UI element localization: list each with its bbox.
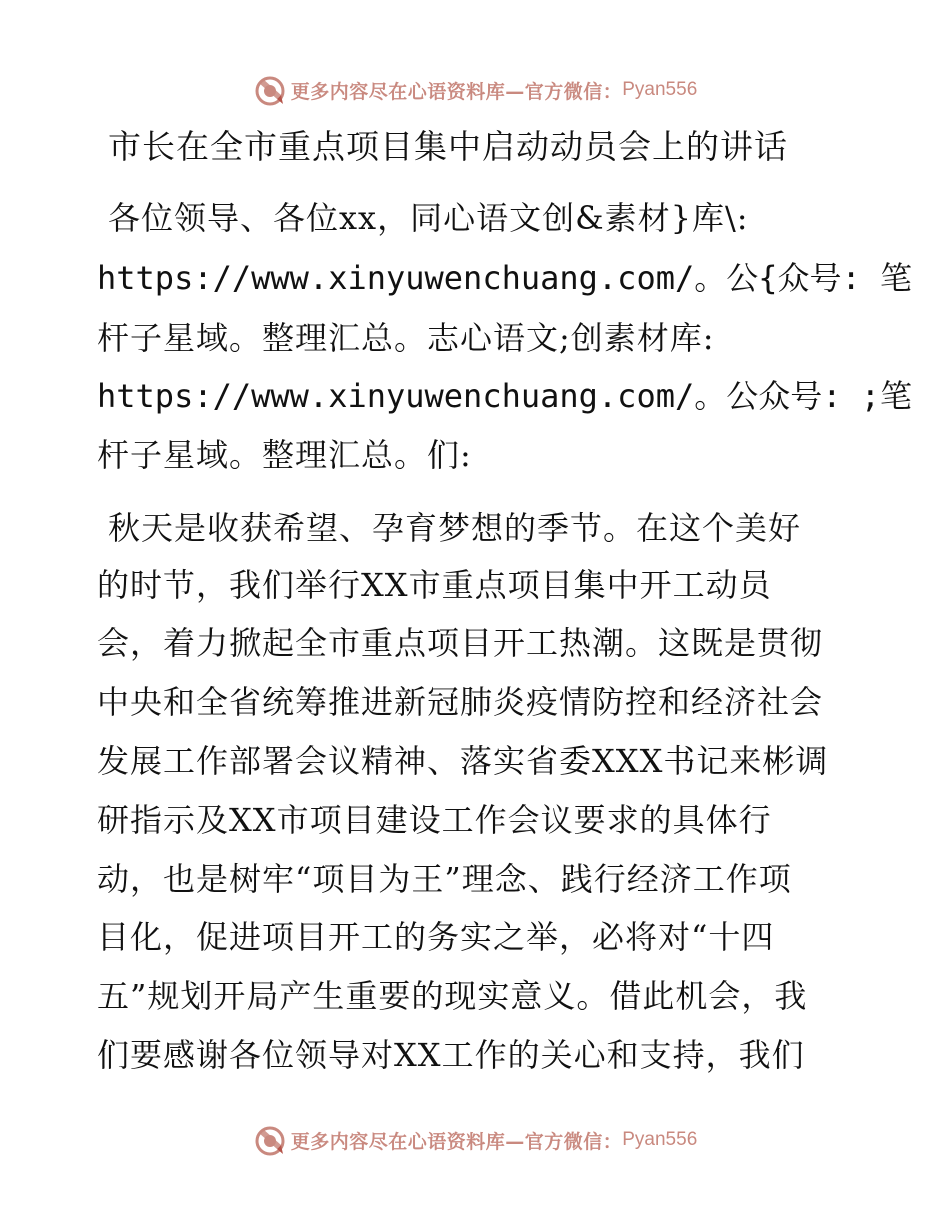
watermark-banner-top [0, 70, 950, 110]
pen-logo-icon [253, 1123, 287, 1157]
body-line: 的时节，我们举行XX市重点项目集中开工动员 [97, 566, 772, 604]
body-line: 们要感谢各位领导对XX工作的关心和支持，我们 [97, 1036, 805, 1074]
pen-logo-icon [253, 73, 287, 107]
body-line: 研指示及XX市项目建设工作会议要求的具体行 [97, 801, 772, 839]
watermark-code: Pyan556 [622, 79, 698, 100]
body-line: 目化，促进项目开工的务实之举，必将对“十四 [97, 918, 775, 956]
salutation-line: https://www.xinyuwenchuang.com/。公{众号: 笔 [97, 259, 913, 297]
watermark-code: Pyan556 [622, 1129, 698, 1150]
document-title: 市长在全市重点项目集中启动动员会上的讲话 [108, 127, 788, 166]
body-line: 发展工作部署会议精神、落实省委XXX书记来彬调 [97, 742, 829, 780]
salutation-line: 杆子星域。整理汇总。们: [97, 436, 472, 474]
salutation-line: 各位领导、各位xx，同心语文创&素材}库\: [108, 199, 749, 237]
salutation-line: 杆子星域。整理汇总。志心语文;创素材库: [97, 319, 715, 357]
body-line: 五”规划开局产生重要的现实意义。借此机会，我 [97, 977, 808, 1015]
body-line: 动，也是树牢“项目为王”理念、践行经济工作项 [97, 860, 792, 898]
salutation-line: https://www.xinyuwenchuang.com/。公众号: ;笔 [97, 377, 913, 415]
watermark-banner-bottom [0, 1120, 950, 1160]
body-line: 中央和全省统筹推进新冠肺炎疫情防控和经济社会 [97, 683, 824, 721]
body-line: 秋天是收获希望、孕育梦想的季节。在这个美好 [108, 509, 802, 547]
body-line: 会，着力掀起全市重点项目开工热潮。这既是贯彻 [97, 624, 824, 662]
watermark-text: 更多内容尽在心语资料库—官方微信： [290, 80, 623, 103]
watermark-text: 更多内容尽在心语资料库—官方微信： [290, 1130, 623, 1153]
